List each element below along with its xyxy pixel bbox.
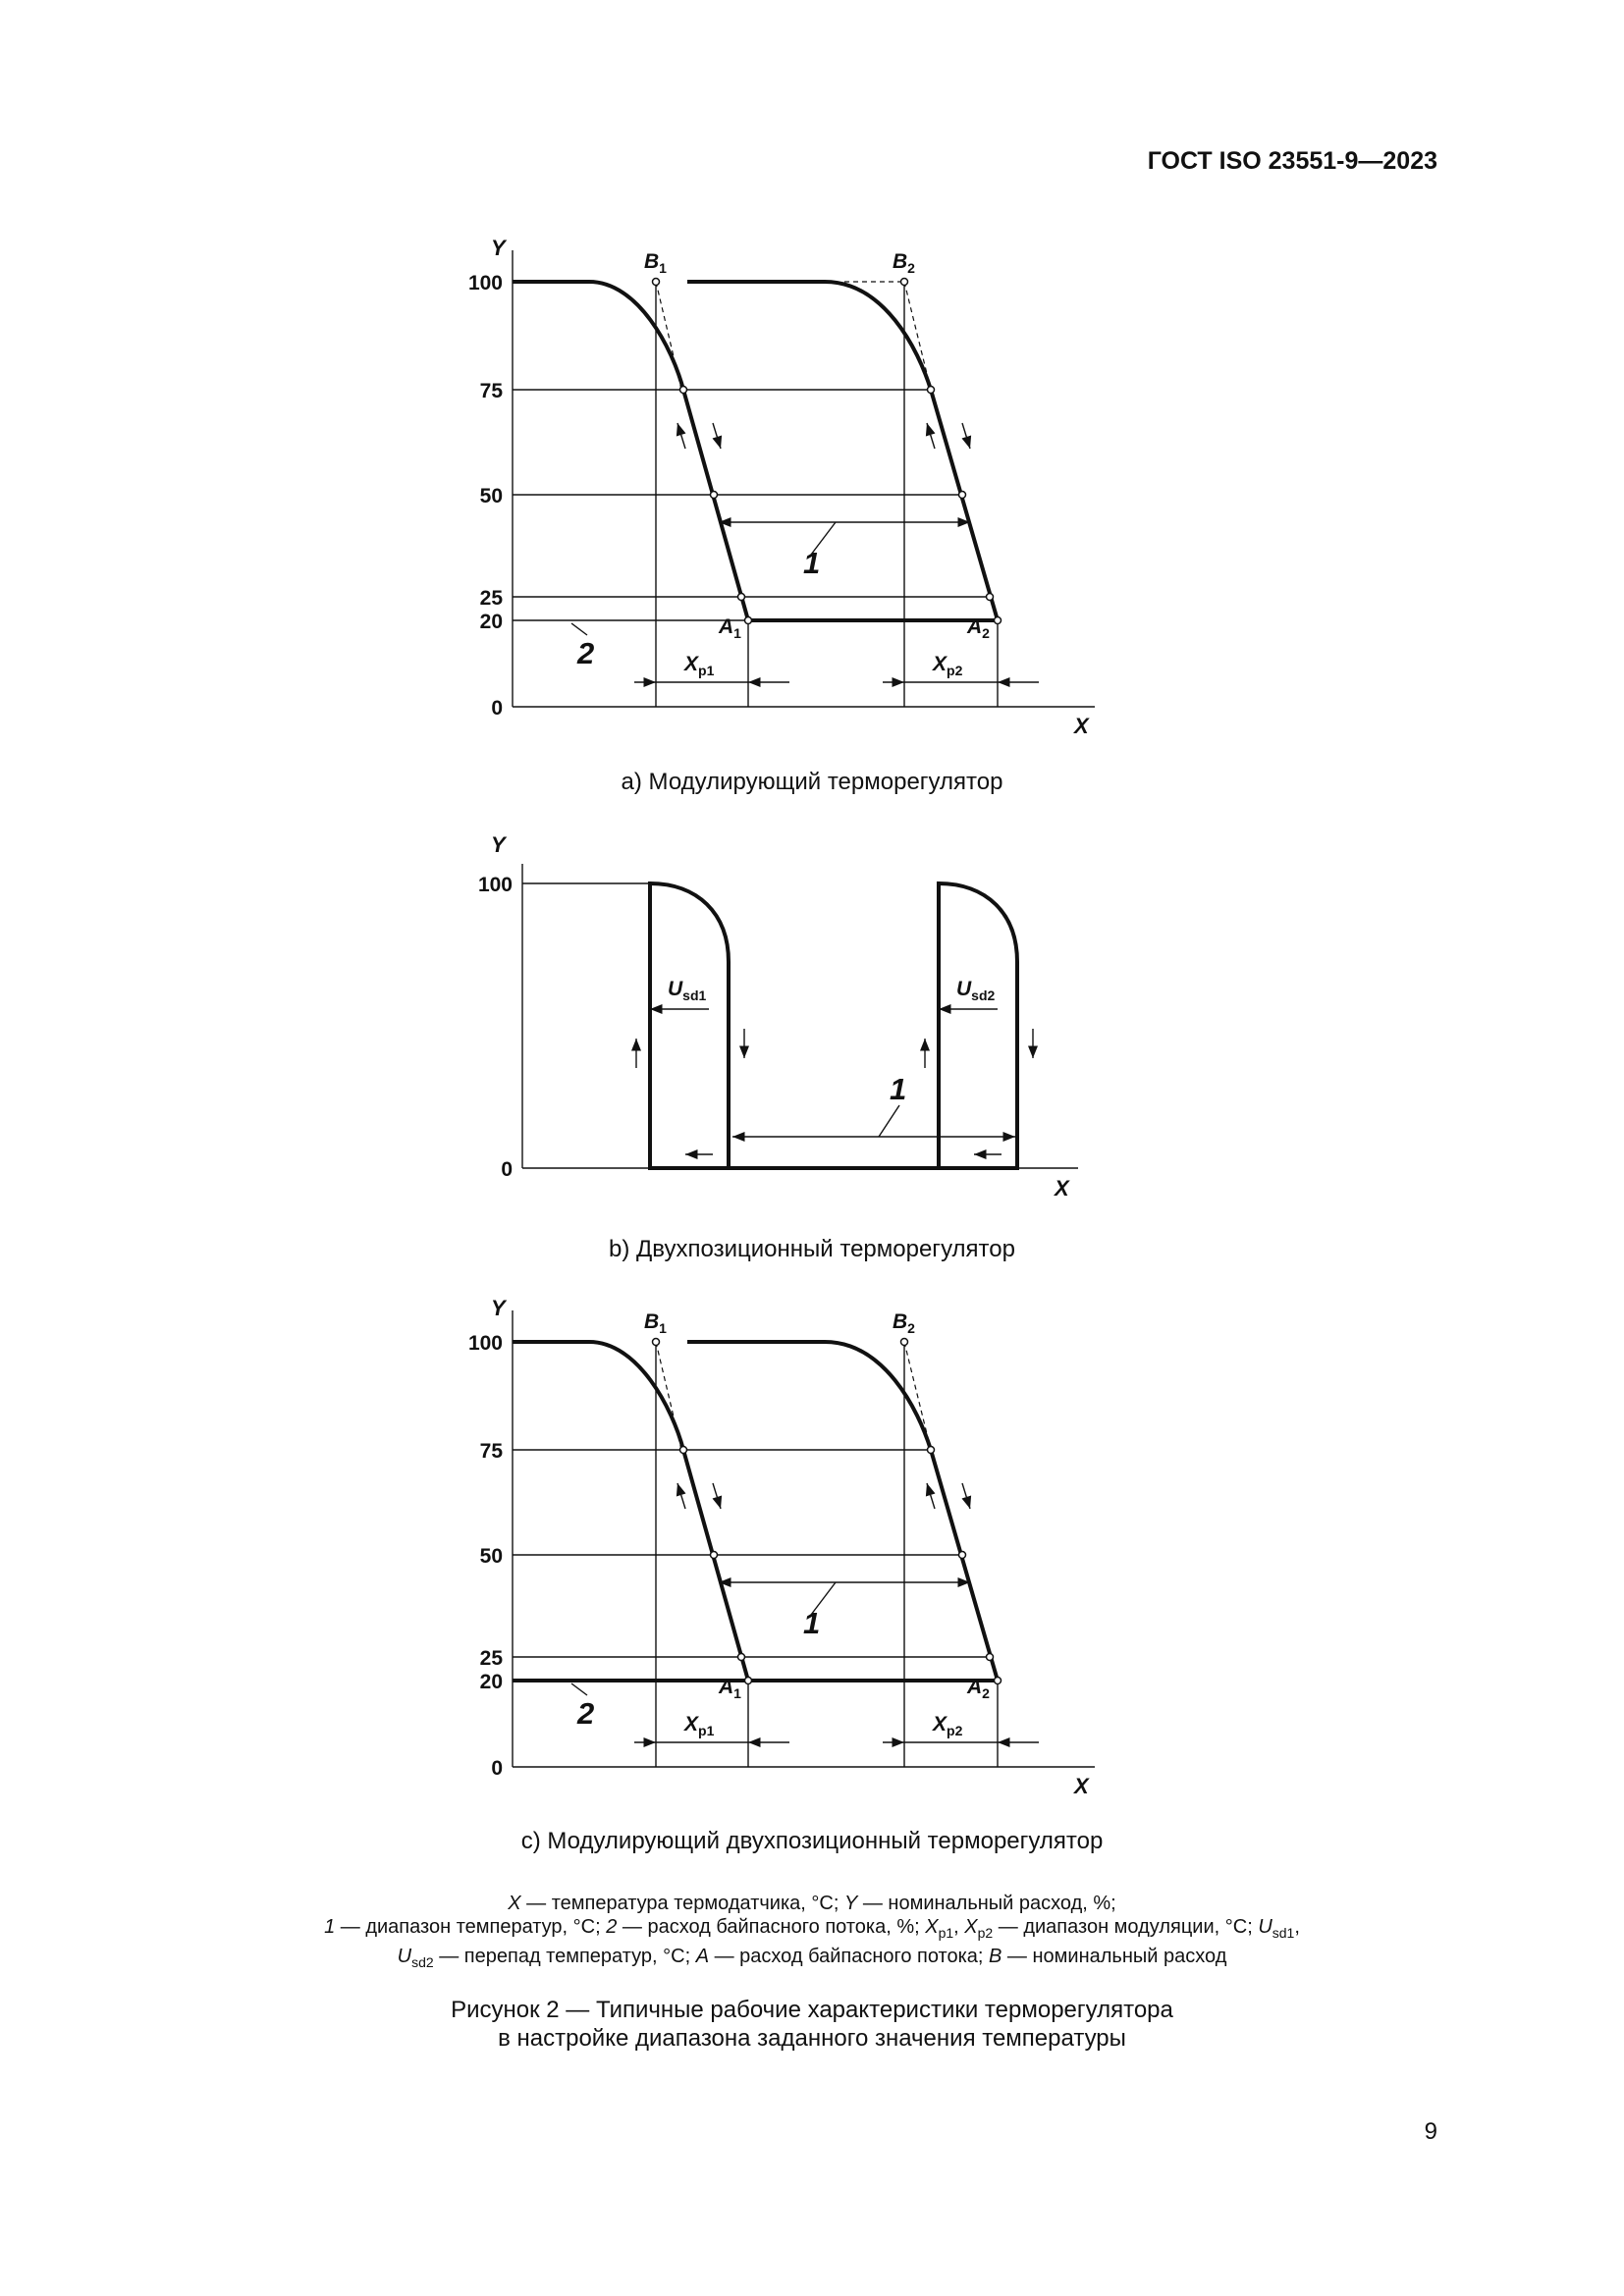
tick-100: 100	[467, 272, 503, 294]
figure-legend	[196, 1892, 1428, 1974]
tick-75: 75	[479, 380, 503, 402]
figure-a-graphic	[0, 231, 1624, 741]
label-usd2: $U_{sd2}$	[956, 978, 996, 1003]
figure-title-line-1: Рисунок 2 — Типичные рабочие характеристики терморегулятора	[451, 1997, 1173, 2023]
label-b1: $B_1$	[644, 1310, 667, 1336]
tick-20: 20	[479, 611, 503, 633]
figure-title	[0, 1996, 1624, 2053]
tick-25: 25	[479, 587, 503, 610]
axis-y-label: Y	[491, 1296, 506, 1320]
axis-x-label: X	[1055, 1176, 1069, 1201]
figure-c-graphic	[0, 1291, 1624, 1801]
callout-2: 2	[577, 1696, 595, 1731]
legend-line-2: 1 — диапазон температур, °C; 2 — расход байпасного потока, %; $X_{p1}$, $X_{p2}$ — диапазон модуляции, °C; $U_{sd1}$,	[324, 1916, 1300, 1941]
label-usd1: $U_{sd1}$	[668, 978, 707, 1003]
label-xp2: $X_{p2}$	[933, 1713, 963, 1738]
document-code: ГОСТ ISO 23551-9—2023	[1147, 147, 1437, 175]
tick-100: 100	[467, 1332, 503, 1355]
tick-50: 50	[479, 1545, 503, 1568]
loop-2	[729, 883, 1017, 1168]
tick-0: 0	[491, 1757, 503, 1780]
label-b2: $B_2$	[893, 250, 915, 276]
tick-75: 75	[479, 1440, 503, 1463]
label-a1: $A_1$	[719, 615, 741, 641]
label-a2: $A_2$	[967, 1676, 990, 1701]
label-b2: $B_2$	[893, 1310, 915, 1336]
caption-c: c) Модулирующий двухпозиционный терморегулятор	[520, 1828, 1104, 1854]
axis-x-label: X	[1074, 1774, 1089, 1798]
caption-b: b) Двухпозиционный терморегулятор	[609, 1236, 1015, 1262]
tick-100: 100	[477, 874, 513, 896]
curve-1	[513, 282, 998, 620]
figure-title-line-2: в настройке диапазона заданного значения температуры	[498, 2025, 1126, 2052]
curve-1	[513, 1342, 998, 1681]
page-number: 9	[1424, 2118, 1437, 2145]
axis-y-label: Y	[491, 832, 506, 857]
label-a2: $A_2$	[967, 615, 990, 641]
legend-line-1: X — температура термодатчика, °C; Y — номинальный расход, %;	[508, 1893, 1116, 1914]
legend-line-3: $U_{sd2}$ — перепад температур, °C; A — расход байпасного потока; B — номинальный расход	[397, 1946, 1227, 1970]
axis-x-label: X	[1074, 714, 1089, 738]
tick-20: 20	[479, 1671, 503, 1693]
label-xp1: $X_{p1}$	[684, 653, 715, 678]
loop-1	[650, 883, 729, 1168]
axis-y-label: Y	[491, 236, 506, 260]
figure-c	[0, 1291, 1624, 1801]
tick-50: 50	[479, 485, 503, 507]
figure-b	[0, 825, 1624, 1217]
label-xp1: $X_{p1}$	[684, 1713, 715, 1738]
tick-0: 0	[491, 697, 503, 720]
label-b1: $B_1$	[644, 250, 667, 276]
caption-a: a) Модулирующий терморегулятор	[621, 769, 1003, 795]
label-a1: $A_1$	[719, 1676, 741, 1701]
label-xp2: $X_{p2}$	[933, 653, 963, 678]
callout-1: 1	[803, 1606, 821, 1640]
callout-1: 1	[890, 1072, 907, 1106]
figure-a	[0, 231, 1624, 741]
tick-0: 0	[501, 1158, 513, 1181]
callout-1: 1	[803, 546, 821, 580]
callout-2: 2	[577, 636, 595, 670]
tick-25: 25	[479, 1647, 503, 1670]
figure-b-graphic	[0, 825, 1624, 1217]
